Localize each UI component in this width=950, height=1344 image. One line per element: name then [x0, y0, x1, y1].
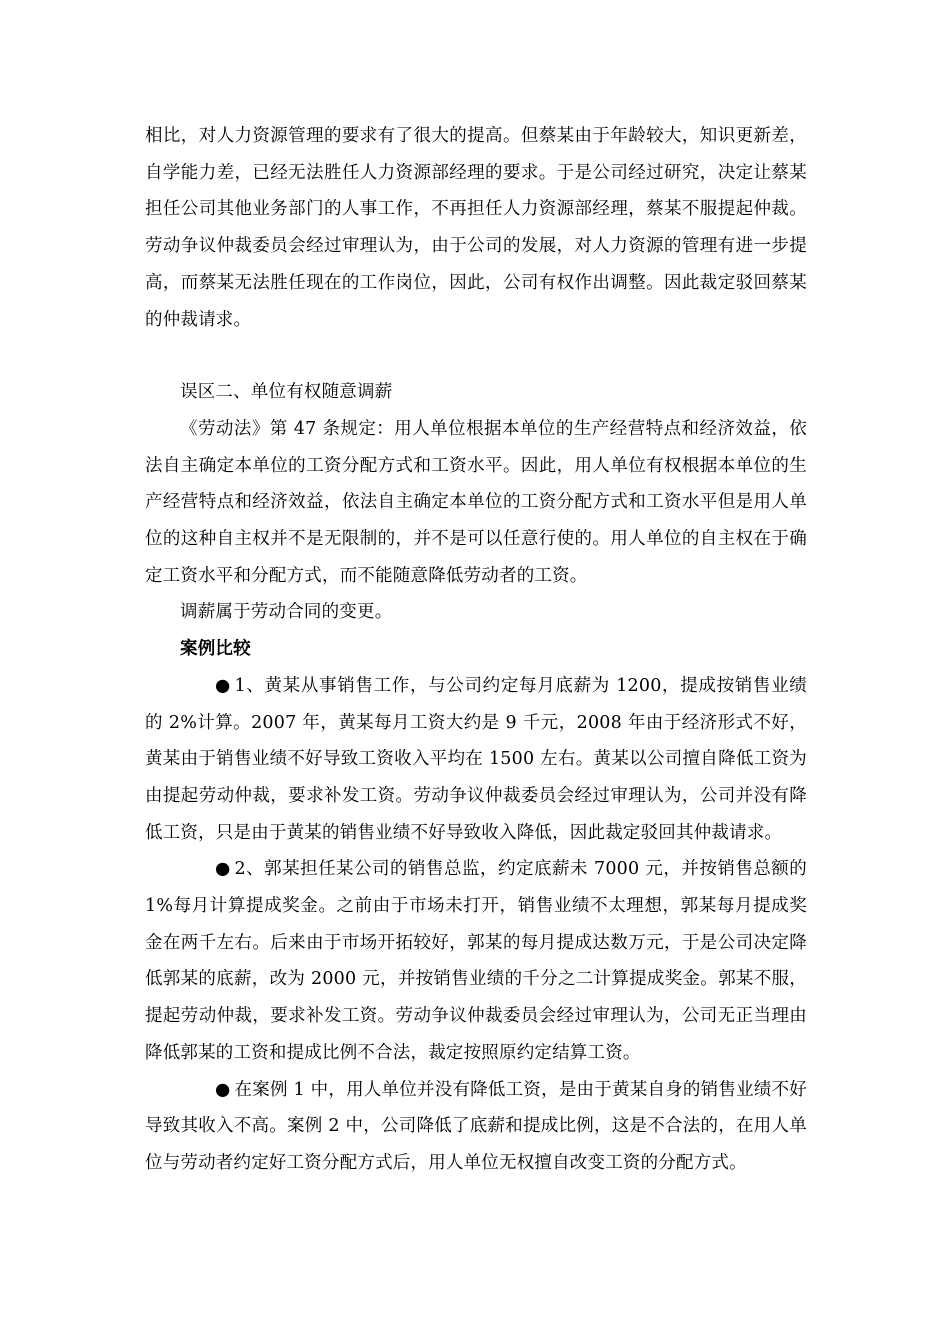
paragraph-salary-adjustment-note: 调薪属于劳动合同的变更。 [180, 602, 393, 623]
case-2-text: 2、郭某担任某公司的销售总监，约定底薪未 7000 元，并按销售总额的 1%每月计算提成奖金。之前由于市场未打开，销售业绩不太理想，郭某每月提成奖金在两千左右。后来由于市场开拓较好，郭某的每月提成达数万元，于是公司决定降低郭某的底薪，改为 2000 元，并按销售业绩的千分之二计算提成奖金。郭某不服，提起劳动仲裁，要求补发工资。劳动争议仲裁委员会经过审理认为，公司无正当理由降低郭某的工资和提成比例不合法，裁定按照原约定结算工资。 [145, 859, 807, 1063]
case-comparison-heading: 案例比较 [180, 639, 251, 660]
case-2-paragraph [145, 851, 807, 1071]
bullet-icon: ● [215, 675, 231, 696]
case-1-text: 1、黄某从事销售工作，与公司约定每月底薪为 1200，提成按销售业绩的 2%计算。2007 年，黄某每月工资大约是 9 千元，2008 年由于经济形式不好，黄某由于销售业绩不好导致工资收入平均在 1500 左右。黄某以公司擅自降低工资为由提起劳动仲裁，要求补发工资。劳动争议仲裁委员会经过审理认为，公司并没有降低工资，只是由于黄某的销售业绩不好导致收入降低，因此裁定驳回其仲裁请求。 [145, 675, 807, 843]
paragraph-labor-law-article-47: 《劳动法》第 47 条规定：用人单位根据本单位的生产经营特点和经济效益，依法自主确定本单位的工资分配方式和工资水平。因此，用人单位有权根据本单位的生产经营特点和经济效益，依法自主确定本单位的工资分配方式和工资水平但是用人单位的这种自主权并不是无限制的，并不是可以任意行使的。用人单位的自主权在于确定工资水平和分配方式，而不能随意降低劳动者的工资。 [145, 418, 807, 586]
bullet-icon: ● [215, 1079, 231, 1100]
bullet-icon: ● [215, 859, 231, 880]
document-body [145, 118, 807, 1182]
conclusion-text: 在案例 1 中，用人单位并没有降低工资，是由于黄某自身的销售业绩不好导致其收入不高。案例 2 中，公司降低了底薪和提成比例，这是不合法的，在用人单位与劳动者约定好工资分配方式后，用人单位无权擅自改变工资的分配方式。 [145, 1079, 807, 1173]
conclusion-paragraph [145, 1072, 807, 1182]
paragraph-cai-case-continuation: 相比，对人力资源管理的要求有了很大的提高。但蔡某由于年龄较大，知识更新差，自学能力差，已经无法胜任人力资源部经理的要求。于是公司经过研究，决定让蔡某担任公司其他业务部门的人事工作，不再担任人力资源部经理，蔡某不服提起仲裁。劳动争议仲裁委员会经过审理认为，由于公司的发展，对人力资源的管理有进一步提高，而蔡某无法胜任现在的工作岗位，因此，公司有权作出调整。因此裁定驳回蔡某的仲裁请求。 [145, 126, 807, 330]
case-1-paragraph [145, 668, 807, 852]
section-heading-misconception-2: 误区二、单位有权随意调薪 [180, 382, 393, 403]
